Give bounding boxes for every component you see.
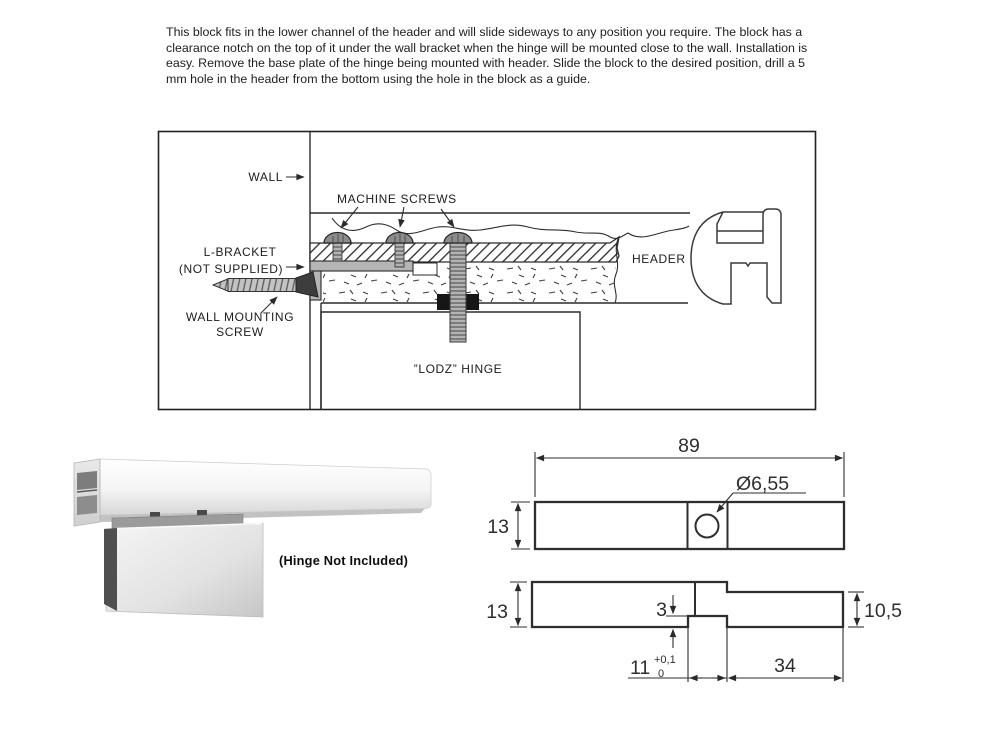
svg-text:10,5: 10,5 [864, 600, 902, 622]
installation-diagram [159, 132, 816, 410]
svg-text:Ø6,55: Ø6,55 [736, 473, 790, 495]
wall-mounting-screw-label2: SCREW [216, 325, 264, 339]
svg-text:0: 0 [658, 668, 665, 680]
svg-text:13: 13 [486, 601, 508, 623]
dim-11 [628, 654, 727, 680]
l-bracket-label2: (NOT SUPPLIED) [178, 262, 284, 276]
hinge-caption: (Hinge Not Included) [279, 553, 409, 568]
intro-line: mm hole in the header from the bottom using the hole in the block as a guide. [166, 72, 591, 87]
dim-89 [535, 435, 844, 497]
end-cap-upper-channel [77, 471, 97, 490]
intro-line: easy. Remove the base plate of the hinge being mounted with header. Slide the block to the desired position, drill a 5 [166, 56, 805, 71]
intro-line: clearance notch on the top of it under the wall bracket when the hinge will be mounted close to the wall. Installation is [166, 40, 808, 55]
side-view-outline [532, 582, 843, 627]
svg-text:89: 89 [678, 435, 700, 457]
hinge-plate-dark-edge [104, 528, 117, 611]
dim-3 [656, 595, 688, 648]
wall-label: WALL [248, 170, 283, 184]
hinge-plate-image [106, 523, 263, 617]
svg-text:3: 3 [656, 599, 667, 621]
dim-hole [717, 473, 806, 512]
dim-13-side [486, 582, 527, 627]
lodz-hinge-label: ”LODZ” HINGE [413, 362, 503, 376]
product-photo [74, 459, 431, 617]
svg-text:34: 34 [774, 655, 796, 677]
wall-mounting-screw-label: WALL MOUNTING [185, 310, 295, 324]
hole-circle [696, 515, 719, 538]
svg-text:+0,1: +0,1 [654, 654, 676, 666]
dimension-drawing [486, 435, 902, 682]
dim-34 [729, 655, 842, 678]
end-cap-lower-channel [77, 495, 97, 515]
l-bracket-label: L-BRACKET [203, 245, 277, 259]
svg-text:13: 13 [487, 516, 509, 538]
header-label: HEADER [632, 252, 686, 266]
intro-line: This block fits in the lower channel of the header and will slide sideways to any position you require. The block has a [166, 25, 803, 39]
svg-text:11: 11 [630, 657, 651, 679]
clearance-notch [413, 263, 437, 275]
dim-10-5 [848, 592, 902, 627]
dim-13-top [487, 502, 530, 549]
top-view-outline [535, 502, 844, 549]
machine-screws-label: MACHINE SCREWS [337, 192, 457, 206]
header-bar-image [100, 459, 431, 515]
